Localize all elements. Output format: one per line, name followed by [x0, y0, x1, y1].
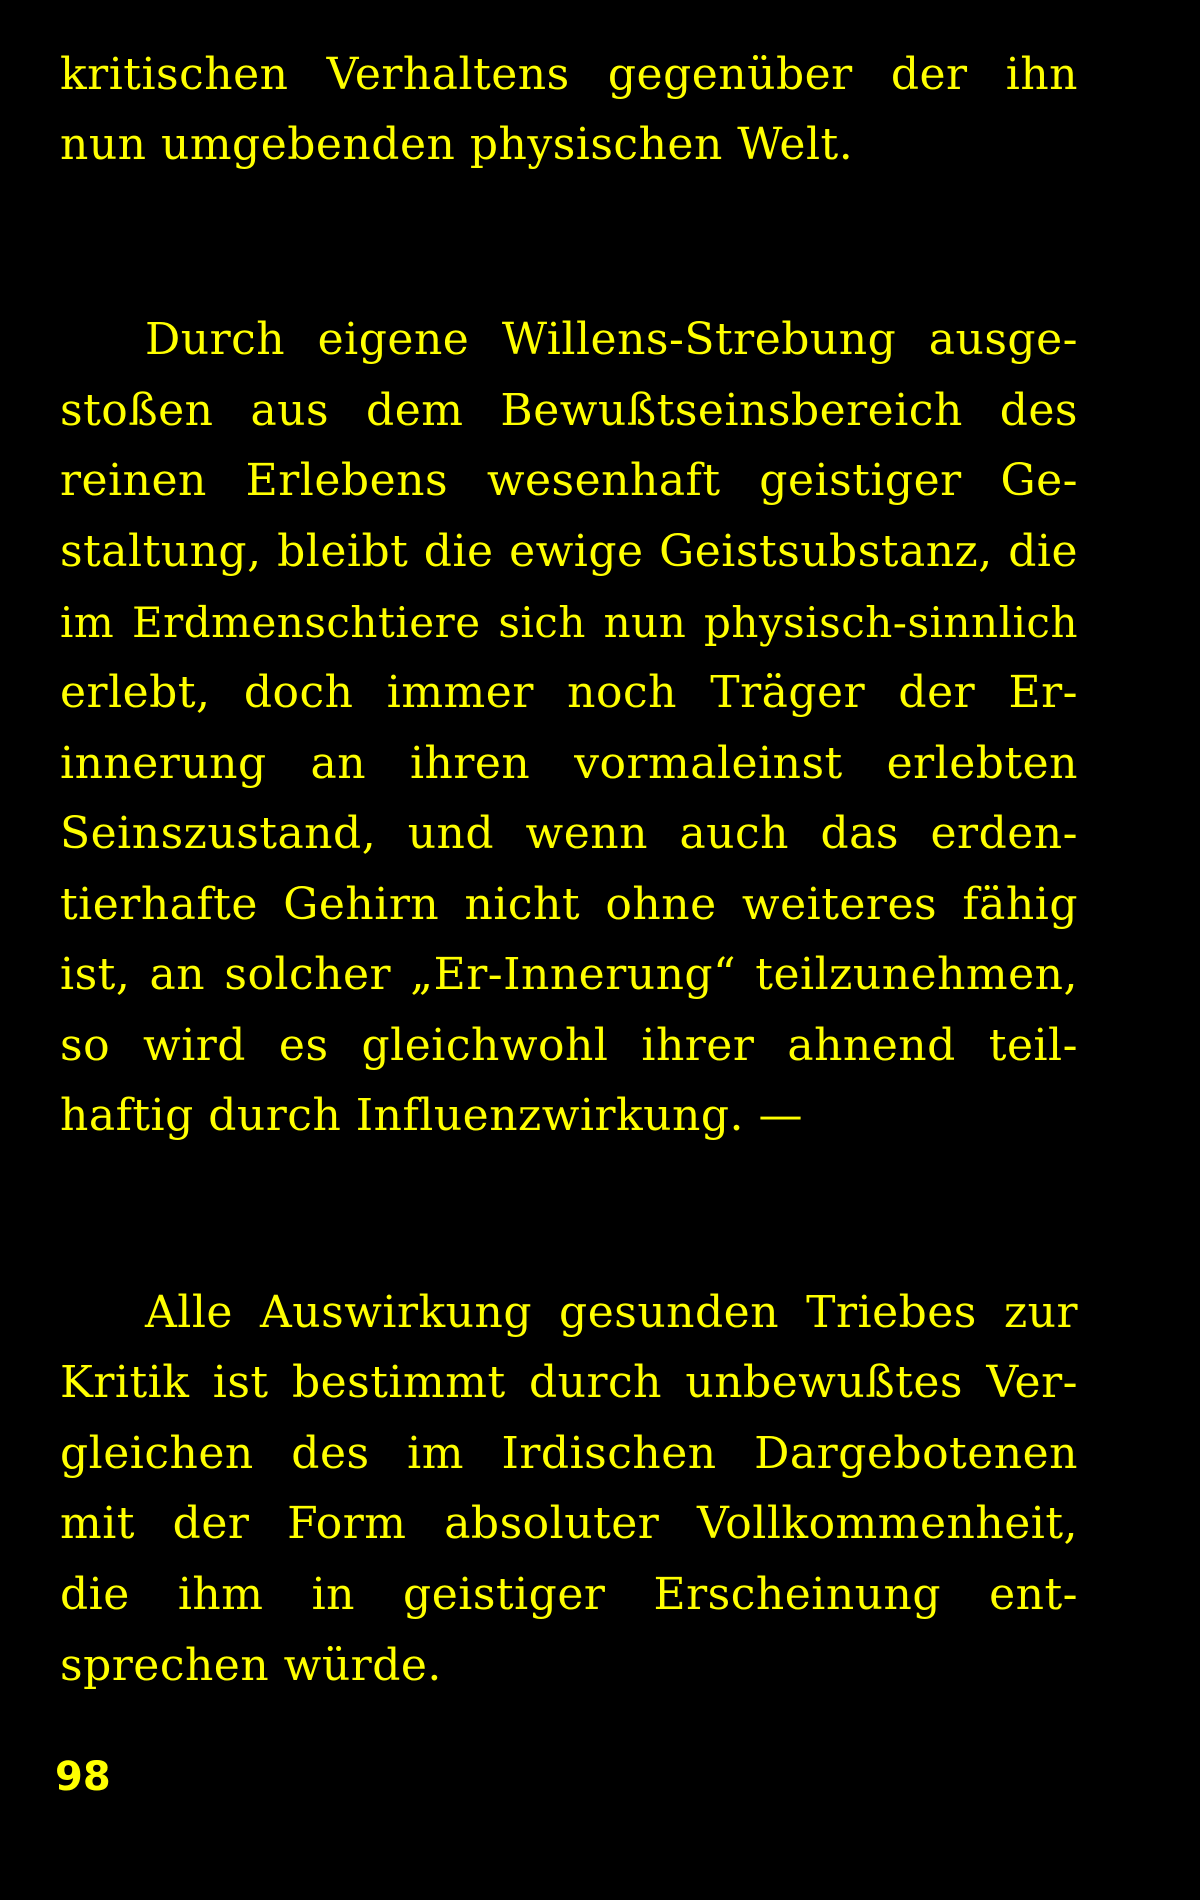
text-line: staltung, bleibt die ewige Geistsubstanz, die: [60, 526, 1078, 577]
text-line: so wird es gleichwohl ihrer ahnend teil-: [60, 1020, 1078, 1071]
page-number: 98: [55, 1754, 111, 1800]
text-line: sprechen würde.: [60, 1640, 442, 1691]
text-line: kritischen Verhaltens gegenüber der ihn: [60, 49, 1078, 100]
text-line: reinen Erlebens wesenhaft geistiger Ge-: [60, 455, 1078, 506]
text-line: mit der Form absoluter Vollkommenheit,: [60, 1498, 1078, 1549]
text-line: stoßen aus dem Bewußtseinsbereich des: [60, 385, 1078, 436]
text-line: Kritik ist bestimmt durch unbewußtes Ver-: [60, 1357, 1078, 1408]
text-line: die ihm in geistiger Erscheinung ent-: [60, 1569, 1078, 1620]
text-line: Durch eigene Willens-Strebung ausge-: [145, 314, 1078, 365]
text-line: nun umgebenden physischen Welt.: [60, 119, 854, 170]
text-line: innerung an ihren vormaleinst erlebten: [60, 738, 1078, 789]
text-line: haftig durch Influenzwirkung. —: [60, 1090, 803, 1141]
text-line: erlebt, doch immer noch Träger der Er-: [60, 667, 1078, 718]
text-line: im Erdmenschtiere sich nun physisch-sinnlich: [60, 598, 1078, 647]
text-line: Seinszustand, und wenn auch das erden-: [60, 808, 1078, 859]
text-line: ist, an solcher „Er-Innerung“ teilzunehmen,: [60, 949, 1078, 1000]
text-line: Alle Auswirkung gesunden Triebes zur: [145, 1287, 1078, 1338]
text-line: tierhafte Gehirn nicht ohne weiteres fähig: [60, 879, 1078, 930]
text-line: gleichen des im Irdischen Dargebotenen: [60, 1428, 1078, 1479]
